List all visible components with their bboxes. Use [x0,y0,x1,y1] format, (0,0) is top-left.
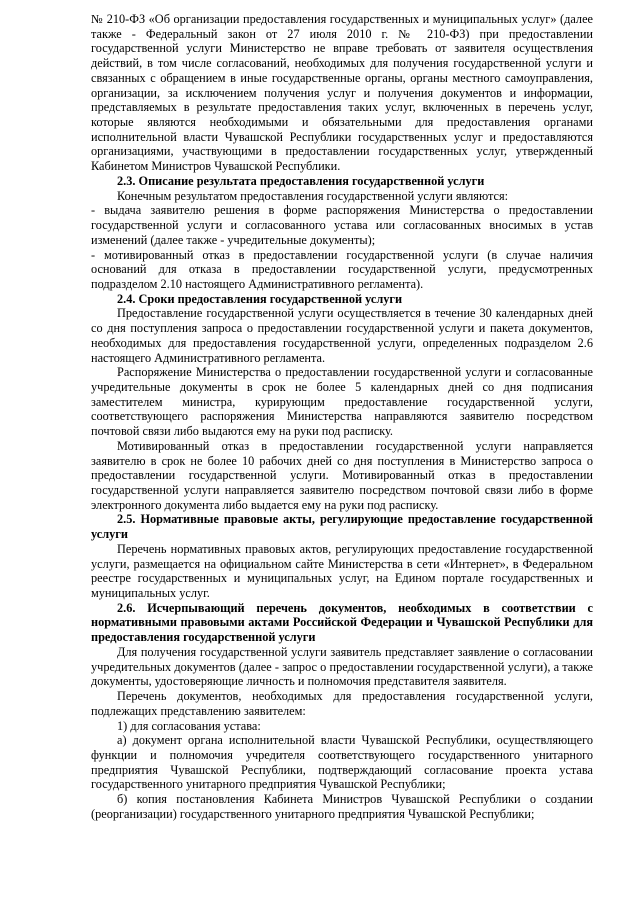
paragraph-terms-refusal: Мотивированный отказ в предоставлении государственной услуги направляется заявителю в срок не более 10 рабочих дней со дня поступления в Министерство запроса о предоставлении государственной услуги. Мотивированный отказ в предоставлении государственной услуги направляется заявителю посредством почтовой связи либо в форме электронного документа либо выдается ему на руки под расписку. [91,438,593,512]
section-heading-2-4: 2.4. Сроки предоставления государственной услуги [117,291,403,306]
paragraph-result-refusal: - мотивированный отказ в предоставлении государственной услуги (в случае наличия оснований для отказа в предоставлении государственной услуги, предусмотренных подразделом 2.10 настоящего Административного регламента). [91,247,593,291]
paragraph-application: Для получения государственной услуги заявитель представляет заявление о согласовании учредительных документов (далее - запрос о предоставлении государственной услуги), а также документы, удостоверяющие личность и полномочия представителя заявителя. [91,644,593,689]
section-heading-2-6: 2.6. Исчерпывающий перечень документов, необходимых в соответствии с нормативными правовыми актами Российской Федерации и Чувашской Республики для предоставления государственной услуги [91,600,593,645]
section-heading-2-3: 2.3. Описание результата предоставления государственной услуги [117,173,485,188]
paragraph-terms-30-days: Предоставление государственной услуги осуществляется в течение 30 календарных дней со дня поступления запроса о предоставлении государственной услуги и пакета документов, необходимых для предоставления государственной услуги, определенных подразделом 2.6 настоящего Административного регламента. [91,306,593,365]
paragraph-normative-acts: Перечень нормативных правовых актов, регулирующих предоставление государственной услуги, размещается на официальном сайте Министерства в сети «Интернет», в Федеральном реестре государственных и муниципальных услуг, на Едином портале государственных и муниципальных услуг. [91,541,593,601]
paragraph-documents-list: Перечень документов, необходимых для предоставления государственной услуги, подлежащих представлению заявителем: [91,689,593,718]
paragraph-law-reference: № 210-ФЗ «Об организации предоставления государственных и муниципальных услуг» (далее также - Федеральный закон от 27 июля 2010 г. № 210-ФЗ) при предоставлении государственной услуги Министерство не вправе требовать от заявителя осуществления действий, в том числе согласований, необходимых для получения государственной услуги и связанных с обращением в иные государственные органы, органы местного самоуправления, организации, за исключением получения услуг и получения документов и информации, представляемых в результате предоставления таких услуг, включенных в перечень услуг, которые являются необходимыми и обязательными для предоставления органами исполнительной власти Чувашской Республики государственных услуг и предоставляются организациями, участвующими в предоставлении государственных услуг, утвержденный Кабинетом Министров Чувашской Республики. [91,12,593,174]
paragraph-terms-5-days: Распоряжение Министерства о предоставлении государственной услуги и согласованные учредительные документы в срок не более 5 календарных дней со дня подписания заместителем министра, курирующим предоставление государственной услуги, соответствующего распоряжения Министерства направляются заявителю посредством почтовой связи либо выдаются ему на руки под расписку. [91,365,593,439]
paragraph-result-decision: - выдача заявителю решения в форме распоряжения Министерства о предоставлении государственной услуги и согласованного устава или согласованных вносимых в устав изменений (далее также - учредительные документы); [91,203,593,247]
list-item-1: 1) для согласования устава: [117,718,261,733]
paragraph-result-intro: Конечным результатом предоставления государственной услуги являются: [117,188,509,203]
section-heading-2-5: 2.5. Нормативные правовые акты, регулирующие предоставление государственной услуги [91,512,593,542]
list-item-b: б) копия постановления Кабинета Министров Чувашской Республики о создании (реорганизации) государственного унитарного предприятия Чувашской Республики; [91,792,593,821]
list-item-a: а) документ органа исполнительной власти Чувашской Республики, осуществляющего функции и полномочия учредителя соответствующего государственного унитарного предприятия Чувашской Республики, подтверждающий согласование проекта устава государственного унитарного предприятия Чувашской Республики; [91,733,593,792]
